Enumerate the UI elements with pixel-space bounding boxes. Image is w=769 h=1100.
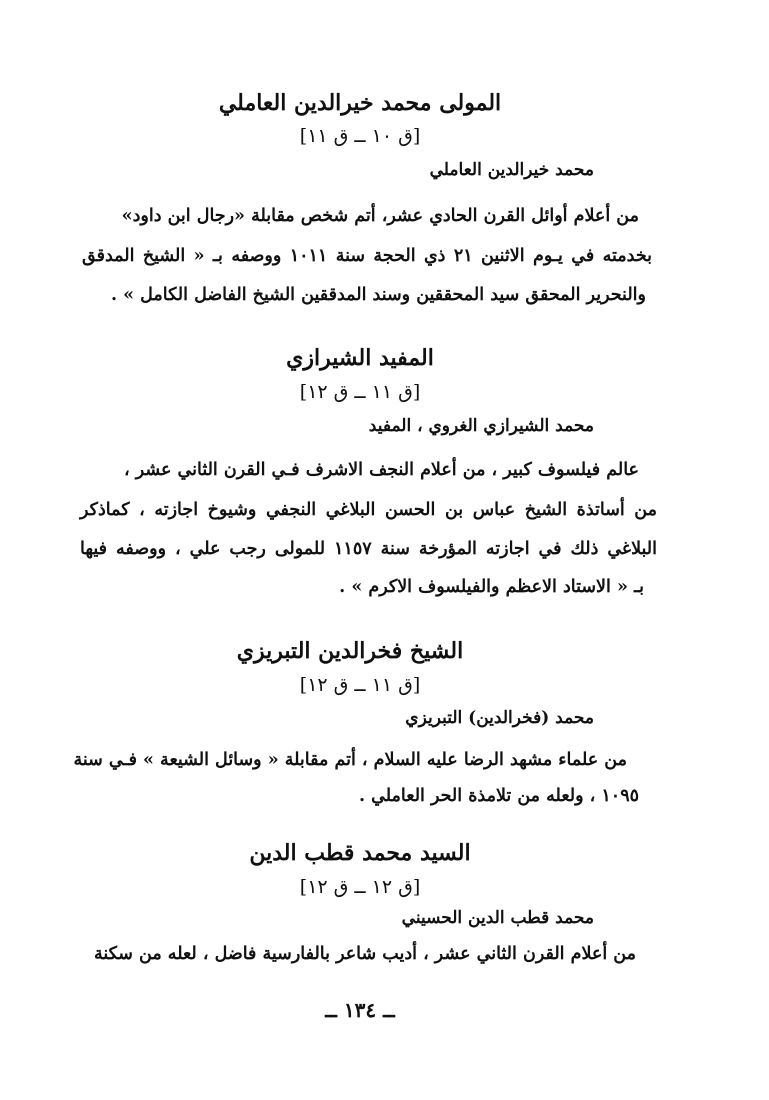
entry-paragraph-line: من علماء مشهد الرضا عليه السلام ، أتم مقابلة « وسائل الشيعة » فـي سنة: [73, 750, 627, 770]
entry-name: محمد (فخرالدين) التبريزي: [405, 708, 594, 728]
entry-name: محمد خيرالدين العاملي: [429, 160, 594, 180]
entry-paragraph-line: بـ « الاستاد الاعظم والفيلسوف الاكرم » .: [339, 577, 644, 597]
entry-title: الشيخ فخرالدين التبريزي: [236, 638, 464, 664]
entry-title: المفيد الشيرازي: [286, 345, 434, 371]
entry-title: المولى محمد خيرالدين العاملي: [218, 90, 502, 116]
entry-paragraph-line: من أعلام القرن الثاني عشر ، أديب شاعر بالفارسية فاضل ، لعله من سكنة: [93, 944, 636, 964]
entry-paragraph-line: ١٠٩٥ ، ولعله من تلامذة الحر العاملي .: [358, 786, 639, 806]
entry-paragraph-line: البلاغي ذلك في اجازته المؤرخة سنة ١١٥٧ للمولى رجب علي ، ووصفه فيها: [80, 539, 657, 559]
entry-dates: [ق ١٠ ــ ق ١١]: [299, 125, 421, 147]
entry-dates: [ق ١١ ــ ق ١٢]: [299, 674, 421, 696]
entry-title: السيد محمد قطب الدين: [249, 840, 471, 866]
entry-paragraph-line: عالم فيلسوف كبير ، من أعلام النجف الاشرف فـي القرن الثاني عشر ،: [123, 460, 639, 480]
entry-name: محمد قطب الدين الحسيني: [401, 908, 594, 928]
entry-paragraph-line: من أعلام أوائل القرن الحادي عشر، أتم شخص مقابلة «رجال ابن داود»: [121, 206, 639, 226]
entry-dates: [ق ١٢ ــ ق ١٢]: [299, 876, 421, 898]
entry-paragraph-line: من أساتذة الشيخ عباس بن الحسن البلاغي النجفي وشيوخ اجازته ، كماذكر: [80, 500, 657, 520]
entry-paragraph-line: بخدمته في يـوم الاثنين ٢١ ذي الحجة سنة ١٠١١ ووصفه بـ « الشيخ المدقق: [82, 246, 653, 266]
page-number: ــ ١٣٤ ــ: [325, 998, 395, 1022]
entry-name: محمد الشيرازي الغروي ، المفيد: [368, 416, 594, 436]
entry-paragraph-line: والنحرير المحقق سيد المحققين وسند المدققين الشيخ الفاضل الكامل » .: [110, 285, 646, 305]
entry-dates: [ق ١١ ــ ق ١٢]: [299, 381, 421, 403]
